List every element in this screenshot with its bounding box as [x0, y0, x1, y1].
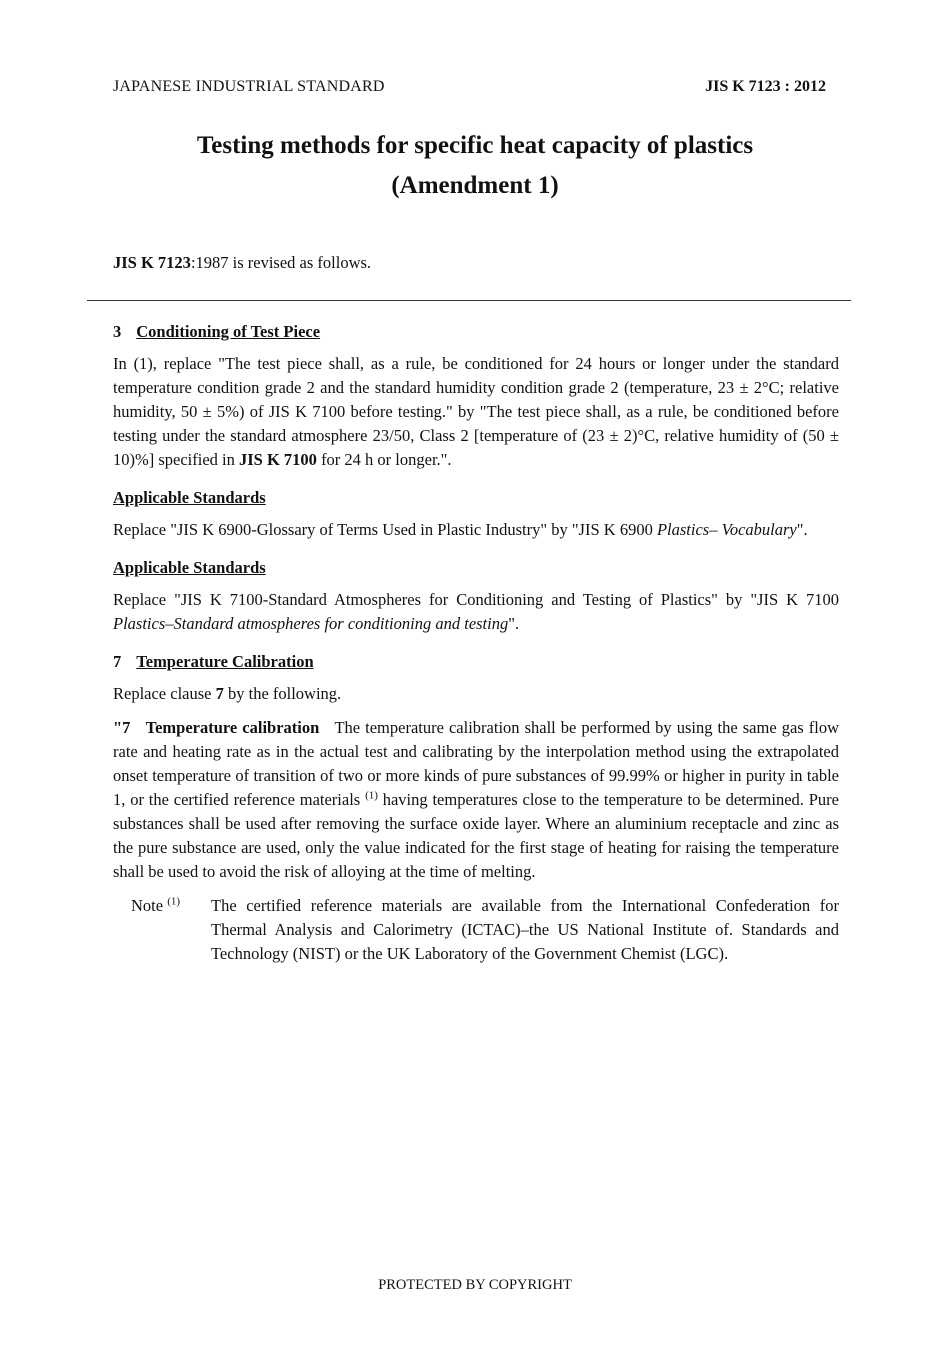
clause-number: "7 [113, 718, 131, 737]
para-italic: Plastics–Standard atmospheres for conditioning and testing [113, 614, 509, 633]
para-text: by the following. [223, 684, 342, 703]
note-label-text: Note [131, 896, 164, 915]
intro-text: :1987 is revised as follows. [190, 253, 372, 272]
para-text: In (1), replace "The test piece shall, as a rule, be conditioned for 24 hours or longer under the standard temperature condition grade 2 and the standard humidity condition grade 2 (temperature, 23 ± 2°C; relative humidity, 50 ± 5%) of JIS K 7100 before testing." by "The test piece shall, as a rule, be conditioned before testing under the standard atmosphere 23/50, Class 2 [temperature of (23 ± 2)°C, relative humidity of (50 ± 10)%] specified in [113, 354, 839, 469]
section-paragraph [113, 352, 839, 472]
section-7 [113, 650, 839, 966]
note-text: The certified reference materials are available from the International Confederation for Thermal Analysis and Calorimetry (ICTAC)–the US National Institute of. Standards and Technology (NIST) or the UK Laboratory of the Government Chemist (LGC). [211, 896, 839, 963]
section-applicable-standards-1 [113, 486, 839, 542]
section-heading [113, 556, 839, 580]
header-standard-number: JIS K 7123 : 2012 [705, 78, 826, 95]
para-text: The temperature calibration shall be performed by using the same gas flow rate and heating rate as in the actual test and calibrating by the interpolation method using the extrapolated onset temperature of transition of two or more kinds of pure substances of 99.99% or higher in purity in table 1, or the certified reference materials [113, 718, 839, 809]
para-text: having temperatures close to the temperature to be determined. Pure substances shall be used after removing the surface oxide layer. Where an aluminium receptacle and zinc as the pure substance are used, only the value indicated for the first stage of heating for raising the temperature shall be used to avoid the risk of alloying at the time of melting. [113, 790, 839, 881]
replace-instruction [113, 682, 839, 706]
section-paragraph [113, 518, 839, 542]
para-text: Replace "JIS K 7100-Standard Atmospheres for Conditioning and Testing of Plastics" by "JIS K 7100 [113, 590, 839, 609]
intro-ref: JIS K 7123 [113, 253, 191, 272]
para-text: Replace "JIS K 6900-Glossary of Terms Used in Plastic Industry" by "JIS K 6900 [113, 520, 657, 539]
section-applicable-standards-2 [113, 556, 839, 636]
separator-rule [87, 300, 851, 301]
para-text: for 24 h or longer.". [316, 450, 452, 469]
section-title: Conditioning of Test Piece [136, 322, 321, 341]
section-title: Temperature Calibration [136, 652, 314, 671]
section-3 [113, 320, 839, 472]
section-heading [113, 650, 839, 674]
section-number: 3 [113, 322, 122, 341]
clause-heading: Temperature calibration [145, 718, 320, 737]
para-text: ". [796, 520, 808, 539]
section-paragraph [113, 588, 839, 636]
document-body [113, 320, 839, 980]
section-heading [113, 486, 839, 510]
section-number: 7 [113, 652, 122, 671]
intro-statement [113, 253, 371, 273]
document-title [0, 126, 950, 206]
title-line-2: (Amendment 1) [391, 172, 559, 199]
section-heading [113, 320, 839, 344]
note [113, 894, 839, 966]
para-italic: Plastics– Vocabulary [656, 520, 797, 539]
note-ref: (1) [167, 895, 181, 908]
title-line-1: Testing methods for specific heat capacity of plastics [196, 132, 754, 159]
replacement-clause [113, 716, 839, 884]
clause-ref: 7 [215, 684, 224, 703]
para-text: ". [508, 614, 520, 633]
section-title: Applicable Standards [113, 558, 266, 577]
note-label [113, 894, 211, 966]
para-ref: JIS K 7100 [239, 450, 317, 469]
footnote-ref: (1) [365, 789, 378, 802]
section-title: Applicable Standards [113, 488, 266, 507]
copyright-footer: PROTECTED BY COPYRIGHT [378, 1277, 572, 1293]
para-text: Replace clause [113, 684, 216, 703]
header-standard-name: JAPANESE INDUSTRIAL STANDARD [113, 78, 385, 95]
